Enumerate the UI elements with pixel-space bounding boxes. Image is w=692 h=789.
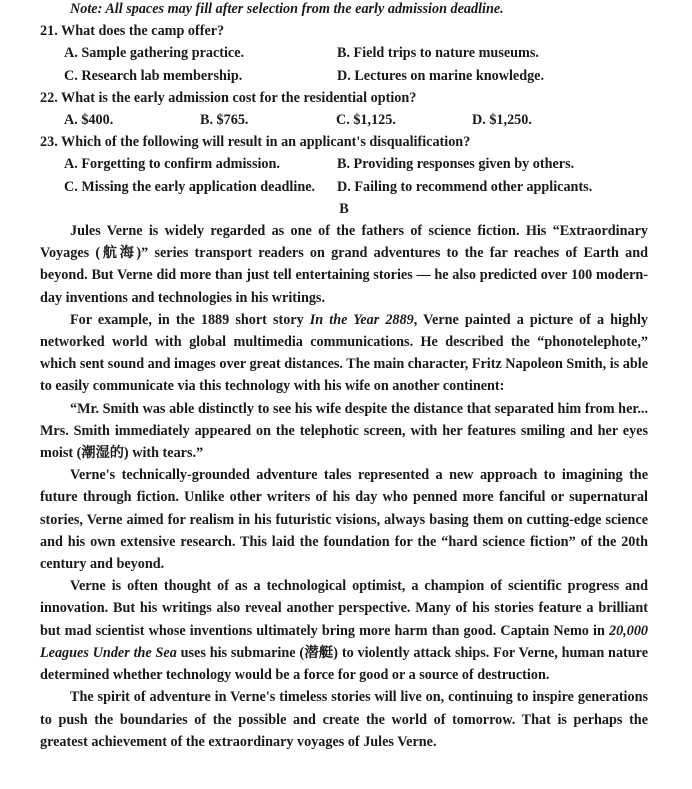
option-c: C. $1,125. bbox=[336, 112, 396, 129]
option-c: C. Research lab membership. bbox=[64, 67, 243, 84]
option-b: B. Field trips to nature museums. bbox=[337, 45, 539, 62]
question-stem: 23. Which of the following will result in an applicant's disqualification? bbox=[40, 134, 471, 151]
option-d: D. $1,250. bbox=[472, 112, 532, 129]
option-b: B. $765. bbox=[200, 112, 249, 129]
question-21 bbox=[40, 20, 648, 87]
paragraph-4: Verne's technically-grounded adventure tales represented a new approach to imagining the future through fiction. Unlike other writers of his day who penned more fanciful or supernatural stories, Verne aimed for realism in his futuristic visions, always basing them on cutting-edge science and his own extensive research. This laid the foundation for the “hard science fiction” of the 20th century and beyond. bbox=[40, 467, 648, 573]
option-a: A. $400. bbox=[64, 112, 114, 129]
book-title: 20,000 Leagues Under the Sea bbox=[40, 622, 648, 661]
option-b: B. Providing responses given by others. bbox=[337, 156, 575, 173]
question-22 bbox=[40, 87, 648, 131]
option-row bbox=[40, 42, 648, 64]
option-a: A. Forgetting to confirm admission. bbox=[64, 156, 280, 173]
option-row bbox=[40, 109, 648, 131]
section-heading: B bbox=[339, 200, 349, 217]
option-c: C. Missing the early application deadline. bbox=[64, 178, 316, 195]
question-23 bbox=[40, 131, 648, 198]
option-row bbox=[40, 65, 648, 87]
note-line: Note: All spaces may fill after selection from the early admission deadline. bbox=[70, 1, 504, 17]
paragraph-text: uses his submarine (潜艇) to violently attack ships. For Verne, human nature determined whether technology would be a force for good or a source of destruction. bbox=[40, 644, 648, 684]
option-d: D. Failing to recommend other applicants. bbox=[337, 178, 593, 195]
paragraph-6: The spirit of adventure in Verne's timeless stories will live on, continuing to inspire generations to push the boundaries of the possible and create the world of tomorrow. That is perhaps the greatest achievement of the extraordinary voyages of Jules Verne. bbox=[40, 689, 648, 750]
option-a: A. Sample gathering practice. bbox=[64, 45, 245, 62]
paragraph-2 bbox=[40, 309, 648, 398]
story-title: In the Year 2889 bbox=[309, 311, 414, 328]
question-stem: 21. What does the camp offer? bbox=[40, 23, 225, 40]
paragraph-1: Jules Verne is widely regarded as one of the fathers of science fiction. His “Extraordinary Voyages (航海)” series transport readers on grand adventures to the far reaches of Earth and beyond. But Verne did more than just tell entertaining stories — he also predicted over 100 modern-day inventions and technologies in his writings. bbox=[40, 223, 648, 306]
paragraph-text: Verne is often thought of as a technological optimist, a champion of scientific progress and innovation. But his writings also reveal another perspective. Many of his stories feature a brilliant but mad scientist whose inventions ultimately bring more harm than good. Captain Nemo in bbox=[40, 578, 648, 639]
option-row bbox=[40, 176, 648, 198]
paragraph-text: , Verne painted a picture of a highly networked world with global multimedia communications. He described the “phonotelephote,” which sent sound and images over great distances. The main character, Fritz Napoleon Smith, is able to easily communicate via this technology with his wife on another continent: bbox=[40, 311, 649, 395]
option-d: D. Lectures on marine knowledge. bbox=[337, 67, 545, 84]
paragraph-text: For example, in the 1889 short story bbox=[70, 311, 310, 328]
option-row bbox=[40, 153, 648, 175]
question-stem: 22. What is the early admission cost for the residential option? bbox=[40, 89, 417, 106]
paragraph-5 bbox=[40, 575, 648, 686]
quote-paragraph: “Mr. Smith was able distinctly to see his wife despite the distance that separated him from her... Mrs. Smith immediately appeared on the telephotic screen, with her features smiling and her eyes moist (潮湿的) with tears.” bbox=[40, 400, 648, 462]
